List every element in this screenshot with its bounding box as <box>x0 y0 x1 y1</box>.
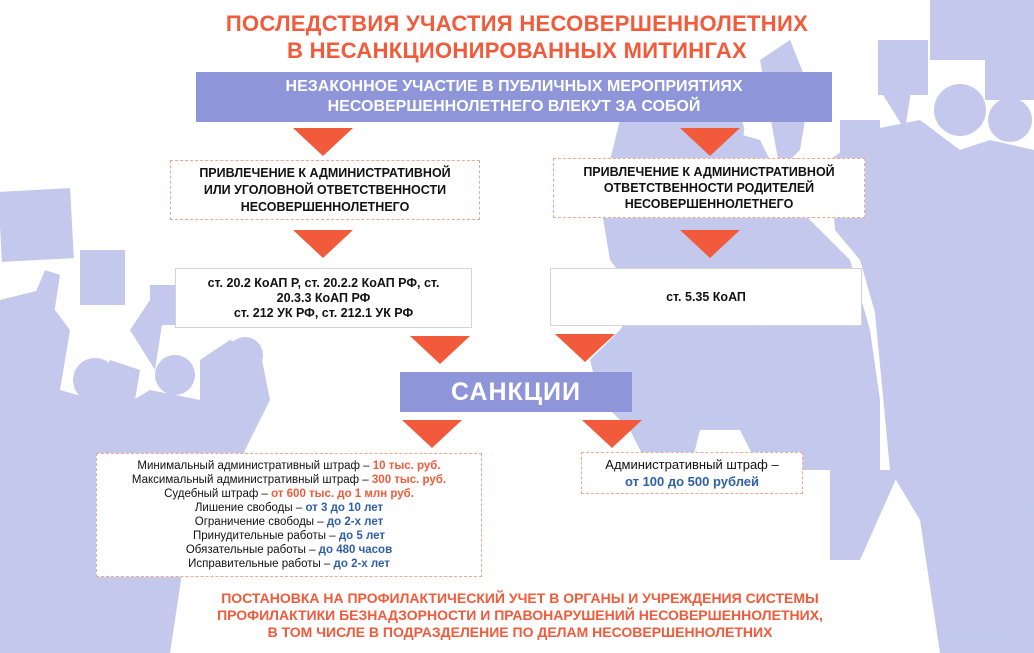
minor-responsibility-line-2: ИЛИ УГОЛОВНОЙ ОТВЕТСТВЕННОСТИ <box>203 182 447 197</box>
consequences-banner <box>196 72 832 122</box>
arrow-down-right-4 <box>582 420 642 448</box>
sanction-label: Минимальный административный штраф – <box>137 460 373 472</box>
parents-responsibility-line-3: НЕСОВЕРШЕННОЛЕТНЕГО <box>624 197 794 211</box>
arrow-down-left-4 <box>402 420 462 448</box>
sanction-value: от 3 до 10 лет <box>305 502 384 514</box>
sanction-value: до 5 лет <box>338 530 385 542</box>
sanction-row <box>103 459 475 473</box>
arrow-down-right-3 <box>555 334 615 362</box>
minor-articles-line-2: 20.3.3 КоАП РФ <box>276 290 371 305</box>
parents-articles-box <box>550 268 862 326</box>
parents-responsibility-line-2: ОТВЕТСТВЕННОСТИ РОДИТЕЛЕЙ <box>603 181 815 195</box>
sanction-value: 300 тыс. руб. <box>371 474 447 486</box>
parents-fine-value: от 100 до 500 рублей <box>624 474 760 489</box>
arrow-down-right-1 <box>680 128 740 156</box>
page-title <box>150 10 884 64</box>
footer-note <box>140 590 900 641</box>
parents-fine-label: Административный штраф – <box>605 457 779 472</box>
arrow-down-left-1 <box>293 128 353 156</box>
minor-responsibility-line-1: ПРИВЛЕЧЕНИЕ К АДМИНИСТРАТИВНОЙ <box>199 165 451 180</box>
minor-responsibility-box <box>170 160 480 220</box>
banner-line-1: НЕЗАКОННОЕ УЧАСТИЕ В ПУБЛИЧНЫХ МЕРОПРИЯТИЯХ <box>285 78 743 95</box>
sanction-row <box>103 473 475 487</box>
sanction-row <box>103 487 475 501</box>
parents-responsibility-line-1: ПРИВЛЕЧЕНИЕ К АДМИНИСТРАТИВНОЙ <box>583 165 835 179</box>
sanction-row <box>103 557 475 571</box>
parents-articles-line-1: ст. 5.35 КоАП <box>666 290 746 304</box>
sanction-value: от 600 тыс. до 1 млн руб. <box>271 488 414 500</box>
sanction-label: Принудительные работы – <box>193 530 339 542</box>
sanction-row <box>103 543 475 557</box>
minor-responsibility-line-3: НЕСОВЕРШЕННОЛЕТНЕГО <box>240 199 410 214</box>
sanction-value: до 2-х лет <box>326 516 384 528</box>
arrow-down-left-2 <box>293 230 353 258</box>
sanction-row <box>103 501 475 515</box>
sanctions-label: САНКЦИИ <box>400 372 632 412</box>
title-line-1: ПОСЛЕДСТВИЯ УЧАСТИЯ НЕСОВЕРШЕННОЛЕТНИХ <box>225 11 809 36</box>
sanction-label: Исправительные работы – <box>188 558 334 570</box>
arrow-down-left-3 <box>410 336 470 364</box>
minor-articles-line-1: ст. 20.2 КоАП Р, ст. 20.2.2 КоАП РФ, ст. <box>207 275 440 290</box>
parents-sanctions-box <box>581 452 803 494</box>
sanction-label: Максимальный административный штраф – <box>131 474 372 486</box>
footer-line-2: ПРОФИЛАКТИКИ БЕЗНАДЗОРНОСТИ И ПРАВОНАРУШЕНИЙ НЕСОВЕРШЕННОЛЕТНИХ, <box>217 607 823 623</box>
footer-line-3: В ТОМ ЧИСЛЕ В ПОДРАЗДЕЛЕНИЕ ПО ДЕЛАМ НЕСОВЕРШЕННОЛЕТНИХ <box>267 624 773 640</box>
sanction-label: Судебный штраф – <box>164 488 272 500</box>
arrow-down-right-2 <box>680 230 740 258</box>
minor-articles-box <box>175 268 472 328</box>
footer-line-1: ПОСТАНОВКА НА ПРОФИЛАКТИЧЕСКИЙ УЧЕТ В ОРГАНЫ И УЧРЕЖДЕНИЯ СИСТЕМЫ <box>221 590 819 606</box>
sanction-row <box>103 515 475 529</box>
minor-sanctions-box <box>96 453 482 577</box>
parents-responsibility-box <box>553 158 865 218</box>
sanction-value: до 480 часов <box>318 544 393 556</box>
title-line-2: В НЕСАНКЦИОНИРОВАННЫХ МИТИНГАХ <box>287 38 747 63</box>
minor-articles-line-3: ст. 212 УК РФ, ст. 212.1 УК РФ <box>233 305 414 320</box>
banner-line-2: НЕСОВЕРШЕННОЛЕТНЕГО ВЛЕКУТ ЗА СОБОЙ <box>327 98 701 115</box>
sanction-label: Ограничение свободы – <box>194 516 327 528</box>
sanction-label: Лишение свободы – <box>194 502 306 514</box>
sanction-value: до 2-х лет <box>333 558 390 570</box>
sanction-value: 10 тыс. руб. <box>372 460 441 472</box>
sanction-label: Обязательные работы – <box>185 544 319 556</box>
sanction-row <box>103 529 475 543</box>
